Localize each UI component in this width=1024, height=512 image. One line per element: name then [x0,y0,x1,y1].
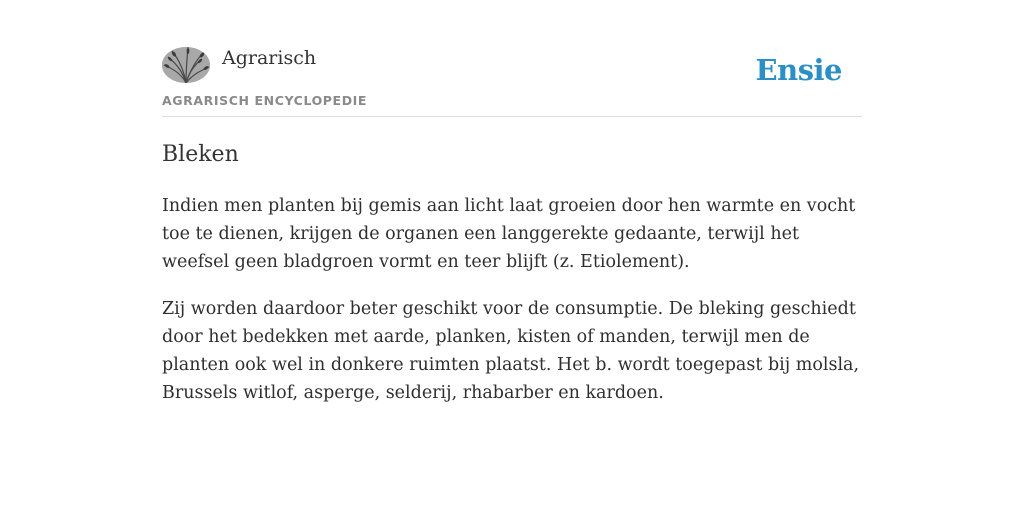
article-body [162,192,862,426]
source-name[interactable]: Agrarisch [222,47,317,69]
paragraph: Zij worden daardoor beter geschikt voor de consumptie. De bleking geschiedt door het bedekken met aarde, planken, kisten of manden, terwijl men de planten ook wel in donkere ruimten plaatst. Het b. wordt toegepast bij molsla, Brussels witlof, asperge, selderij, rhabarber en kardoen. [162,299,860,403]
header [162,44,862,117]
wheat-grass-icon [162,47,210,83]
source-subtitle: AGRARISCH ENCYCLOPEDIE [162,93,368,108]
paragraph: Indien men planten bij gemis aan licht laat groeien door hen warmte en vocht toe te dienen, krijgen de organen een langgerekte gedaante, terwijl het weefsel geen bladgroen vormt en teer blijft (z. Etiolement). [162,196,856,272]
brand-logo[interactable]: Ensie [755,53,842,87]
page-title: Bleken [162,142,239,167]
source-avatar[interactable] [162,47,210,83]
